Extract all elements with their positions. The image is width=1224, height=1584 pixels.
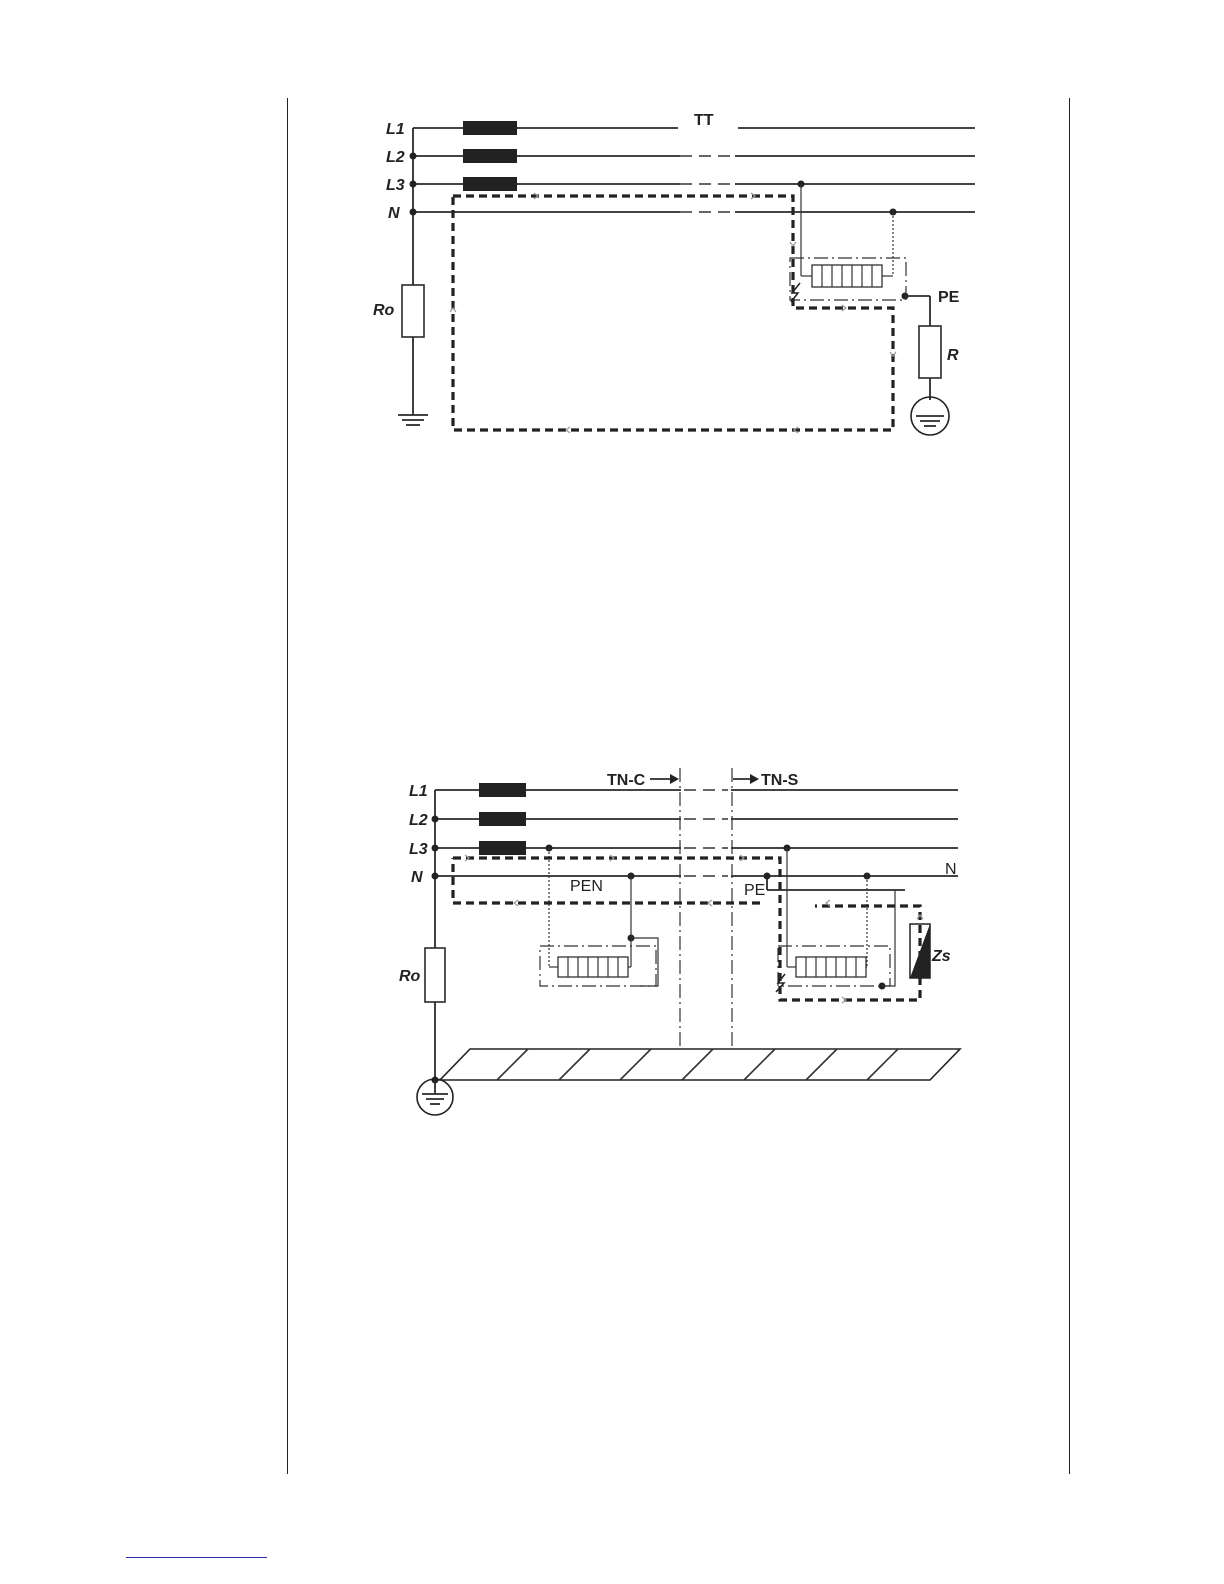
tt-label-r: R <box>947 347 959 364</box>
tn-phase-windings <box>479 783 526 855</box>
tt-label-pe: PE <box>938 289 960 306</box>
tn-winding-l3 <box>479 841 526 855</box>
tn-label-pen: PEN <box>570 878 603 895</box>
tn-winding-l1 <box>479 783 526 797</box>
tn-ro-resistor <box>425 948 445 1002</box>
tt-label-l3: L3 <box>386 177 405 194</box>
tt-system-label: TT <box>694 112 714 129</box>
tn-label-zs: Zs <box>932 948 951 965</box>
tn-s-appliance <box>776 848 895 992</box>
tn-label-tns: TN-S <box>761 772 799 789</box>
tn-system-markers <box>607 772 799 789</box>
tn-c-appliance <box>540 848 658 986</box>
tn-winding-l2 <box>479 812 526 826</box>
tn-line-breaks <box>681 790 731 876</box>
tt-label-l1: L1 <box>386 121 405 138</box>
tn-return-loop-path <box>453 858 760 903</box>
tn-supply-lines <box>435 790 958 1080</box>
tn-label-tnc: TN-C <box>607 772 646 789</box>
tn-label-ro: Ro <box>399 968 421 985</box>
tn-ground-grid <box>440 1049 960 1080</box>
tn-label-l2: L2 <box>409 812 428 829</box>
tt-label-n: N <box>388 205 400 222</box>
tn-fault-loop-path <box>453 858 920 1000</box>
tt-label-l2: L2 <box>386 149 405 166</box>
tt-label-ro: Ro <box>373 302 395 319</box>
tn-label-n-right: N <box>945 861 957 878</box>
tn-label-l3: L3 <box>409 841 428 858</box>
tn-label-n: N <box>411 869 423 886</box>
tn-tnc-arrow-icon <box>670 774 679 784</box>
tn-label-l1: L1 <box>409 783 428 800</box>
tn-earth-electrode-icon <box>417 1079 453 1115</box>
tn-tns-arrow-icon <box>750 774 759 784</box>
tn-label-pe: PE <box>744 882 766 899</box>
